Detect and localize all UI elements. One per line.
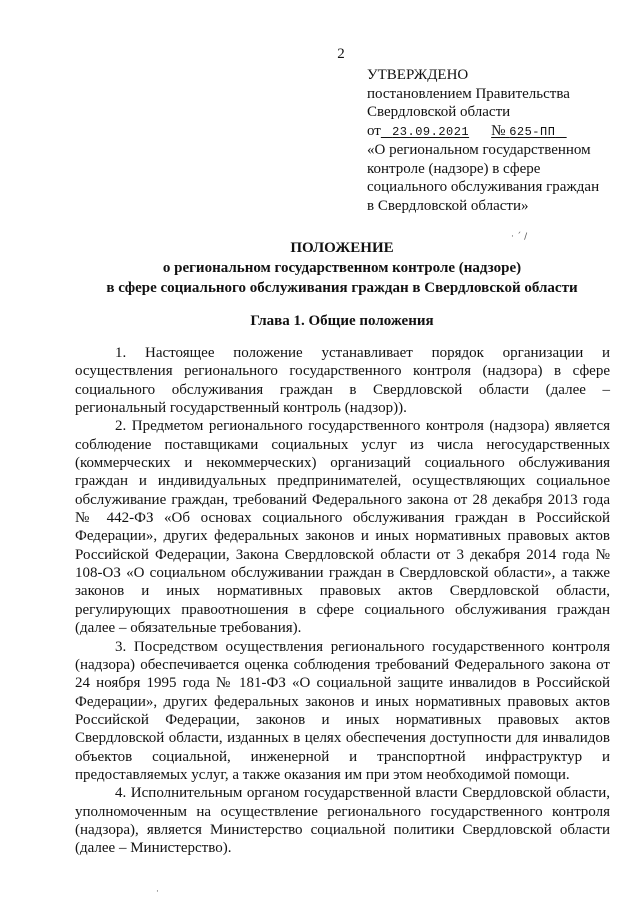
number-prefix: №: [491, 122, 506, 139]
approval-heading: УТВЕРЖДЕНО: [367, 67, 469, 83]
paragraph: 4. Исполнительным органом государственной власти Свердловской области, уполномоченным на осуществление регионального государственного контроля (надзора), является Министерство социальной политики Свердловской области (далее – Министерство).: [75, 785, 610, 857]
document-subtitle-line1: о региональном государственном контроле (надзоре): [162, 260, 522, 276]
approval-subject-line: контроле (надзоре) в сфере: [367, 160, 541, 177]
document-title: ПОЛОЖЕНИЕ: [290, 240, 394, 256]
approval-subject-line: «О региональном государственном: [367, 142, 591, 158]
approval-region: Свердловской области: [367, 104, 511, 120]
approval-number: 625-ПП: [509, 124, 556, 139]
approval-block: [367, 66, 617, 215]
approval-subject-line: в Свердловской области»: [367, 197, 529, 214]
paragraph: 1. Настоящее положение устанавливает порядок организации и осуществления регионального государственного контроля (надзора) в сфере социального обслуживания граждан в Свердловской области (далее – региональный государственный контроль (надзор)).: [75, 345, 610, 417]
approval-date: 23.09.2021: [392, 124, 470, 139]
approval-date-field: [381, 123, 567, 139]
approval-date-line: [367, 122, 617, 142]
document-subtitle-line2: в сфере социального обслуживания граждан в Свердловской области: [106, 280, 578, 296]
document-body: [75, 344, 610, 858]
scan-mark: · ´ /: [511, 232, 528, 242]
chapter-heading: Глава 1. Общие положения: [250, 313, 434, 329]
page-number: 2: [337, 46, 345, 62]
date-prefix: от: [367, 122, 381, 139]
approval-subject-line: социального обслуживания граждан: [367, 179, 600, 195]
scan-mark: ·: [156, 887, 159, 897]
document-title-block: [60, 238, 624, 298]
paragraph: 3. Посредством осуществления регионального государственного контроля (надзора) обеспечивается оценка соблюдения требований Федерального закона от 24 ноября 1995 года № 181-ФЗ «О социальной защите инвалидов в Российской Федерации», других федеральных законов и иных нормативных правовых актов Российской Федерации, законов и иных нормативных правовых актов Свердловской области, изданных в целях обеспечения доступности для инвалидов объектов социальной, инженерной и транспортной инфраструктур и предоставляемых услуг, а также оказания им при этом необходимой помощи.: [75, 638, 610, 783]
paragraph: 2. Предметом регионального государственного контроля (надзора) является соблюдение поставщиками социальных услуг из числа негосударственных (коммерческих и некоммерческих) организаций социального обслуживания граждан и индивидуальных предпринимателей, осуществляющих социальное обслуживание граждан, требований Федерального закона от 28 декабря 2013 года № 442-ФЗ «Об основах социального обслуживания граждан в Российской Федерации», других федеральных законов и иных нормативных правовых актов Российской Федерации, Закона Свердловской области от 3 декабря 2014 года № 108-ОЗ «О социальном обслуживании граждан в Свердловской области», а также законов и иных нормативных правовых актов Свердловской области, регулирующих правоотношения в сфере социального обслуживания граждан (далее – обязательные требования).: [75, 418, 610, 637]
approval-issuer: постановлением Правительства: [367, 85, 570, 102]
